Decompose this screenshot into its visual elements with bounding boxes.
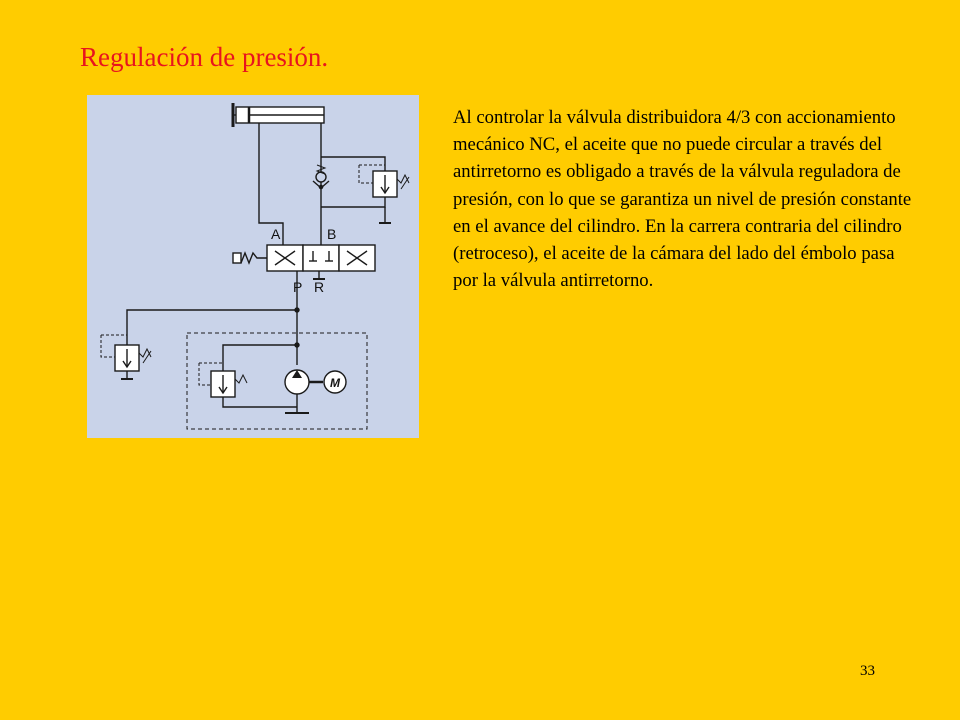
pressure-regulating-valve-top [359,165,409,223]
hydraulic-circuit-diagram [87,95,419,438]
double-acting-cylinder [233,103,324,127]
port-label-p: P [293,279,303,295]
directional-valve-4-3 [233,235,375,310]
page-number: 33 [860,663,875,679]
pressure-relief-valve-left [101,335,151,379]
pressure-relief-valve-unit [199,363,297,407]
port-label-b: B [327,226,337,242]
port-label-r: R [314,279,325,295]
slide-title: Regulación de presión. [80,42,329,72]
slide-body-text: Al controlar la válvula distribuidora 4/3 con accionamiento mecánico NC, el aceite que no puede circular a través del antirretorno es obligado a través de la válvula reguladora de presión, con lo que se garantiza un nivel de presión constante en el avance del cilindro. En la carrera contraria del cilindro (retroceso), el aceite de la cámara del lado del émbolo pasa por la válvula antirretorno. [453,107,912,292]
port-label-a: A [271,226,281,242]
motor-label: M [330,376,340,390]
